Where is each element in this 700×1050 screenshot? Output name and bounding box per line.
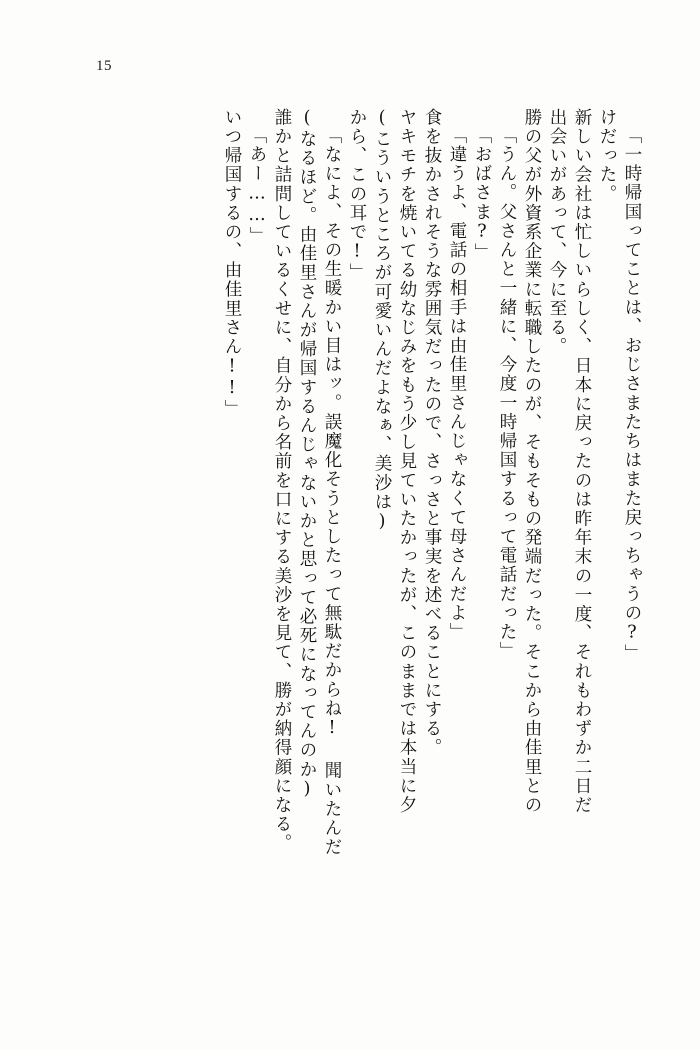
text-line: 新しい会社は忙しいらしく、日本に戻ったのは昨年末の一度、それもわずか二日だ (572, 108, 592, 815)
text-line: 出会いがあって、今に至る。 (547, 108, 567, 357)
text-line: 「うん。父さんと一緒に、今度一時帰国するって電話だった」 (497, 126, 517, 661)
text-line: (こういうところが可愛いんだよなぁ、美沙は) (372, 108, 392, 534)
page-number: 15 (96, 58, 112, 74)
text-line: 「あー……」 (247, 126, 267, 246)
text-line: 「一時帰国ってことは、おじさまたちはまた戻っちゃうの?」 (622, 126, 642, 664)
text-line: けだった。 (597, 108, 617, 204)
text-line: 「おばさま?」 (472, 126, 492, 263)
text-line: 食を抜かされそうな雰囲気だったので、さっさと事実を述べることにする。 (422, 108, 442, 758)
text-line: 「なによ、その生暖かい目はッ。誤魔化そうとしたって無駄だからね! 聞いたんだ (322, 126, 342, 857)
text-line: 「違うよ、電話の相手は由佳里さんじゃなくて母さんだよ」 (447, 126, 467, 642)
text-line: ヤキモチを焼いてる幼なじみをもう少し見ていたかったが、このままでは本当に夕 (397, 108, 417, 815)
vertical-text-body (96, 108, 640, 978)
text-line: 勝の父が外資系企業に転職したのが、そもそもの発端だった。そこから由佳里との (522, 108, 542, 815)
text-line: から、この耳で!」 (347, 108, 367, 283)
text-line: 誰かと詰問しているくせに、自分から名前を口にする美沙を見て、勝が納得顔になる。 (272, 108, 292, 853)
text-line: (なるほど。由佳里さんが帰国するんじゃないかと思って必死になってんのか) (297, 108, 317, 801)
text-line: いつ帰国するの、由佳里さん!!」 (222, 108, 242, 419)
